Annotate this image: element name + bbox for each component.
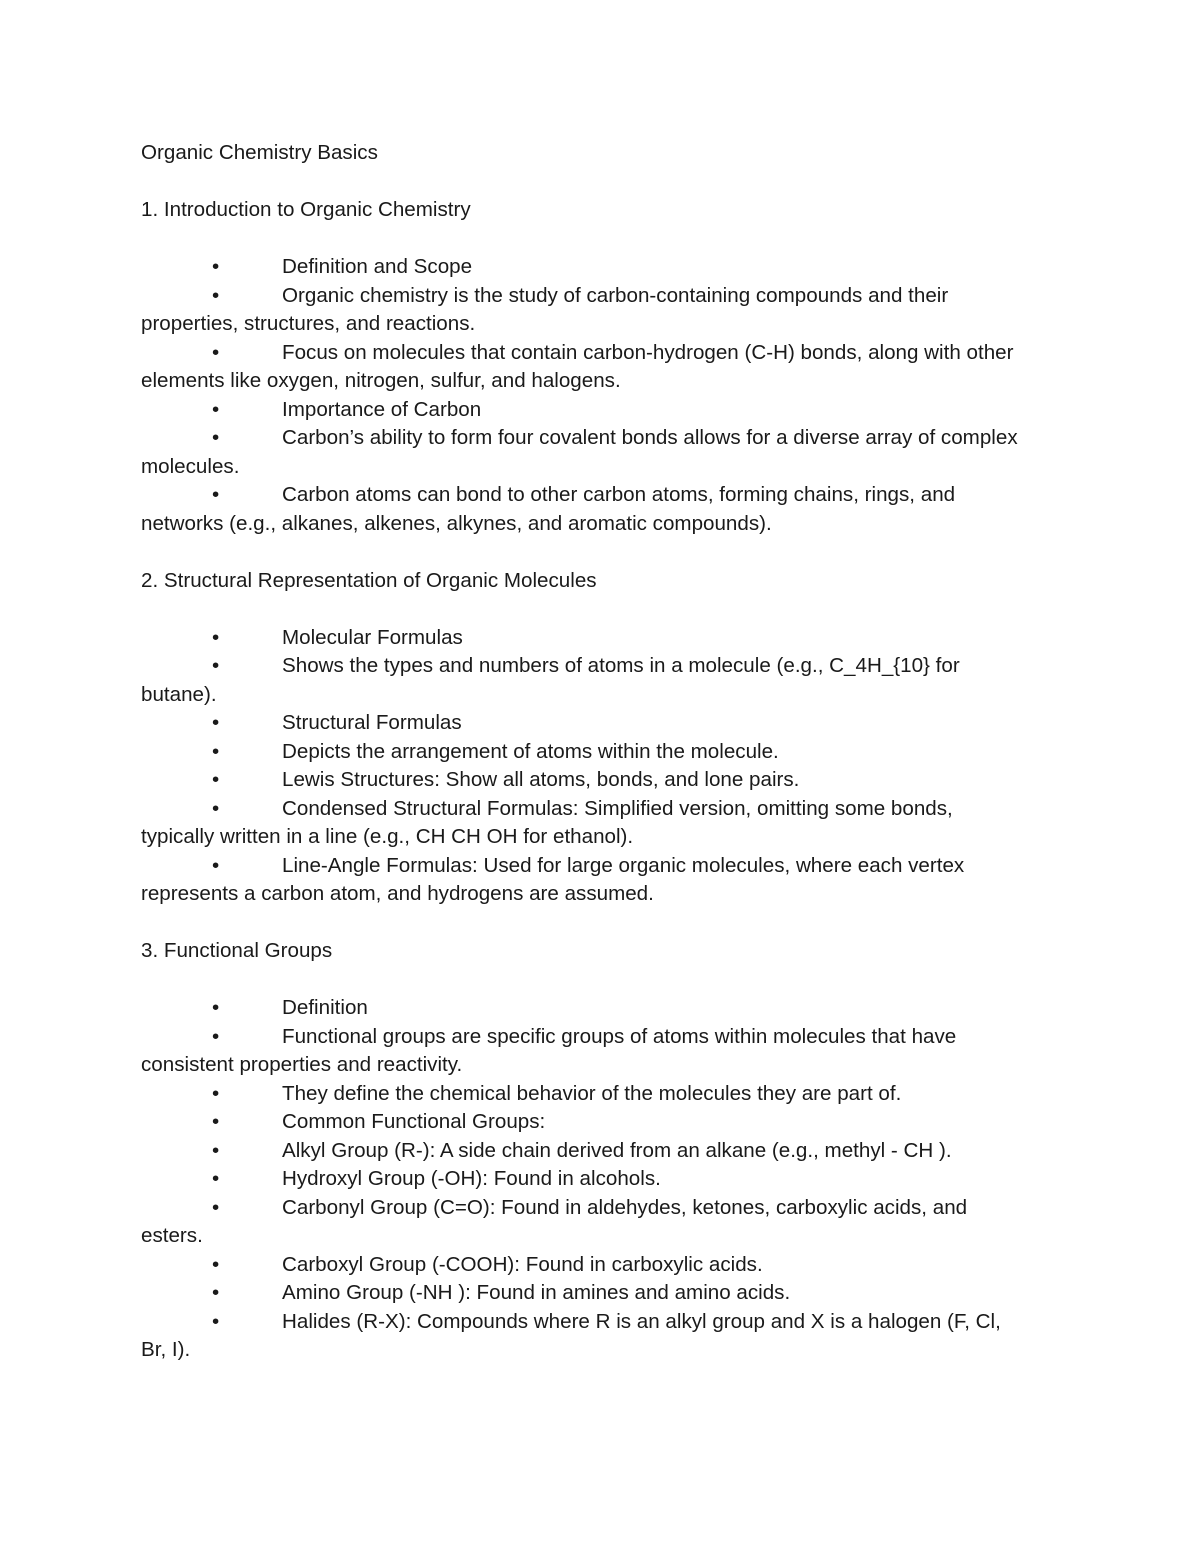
bullet-icon: • [212,1252,220,1276]
bullet-line [141,624,1071,653]
bullet-item [141,1279,1071,1308]
bullet-text: Common Functional Groups: [282,1110,546,1133]
bullet-line [141,424,1071,453]
bullet-continuation: Br, I). [141,1338,191,1361]
bullet-item [141,1194,1071,1251]
bullet-continuation: typically written in a line (e.g., CH CH OH for ethanol). [141,825,634,848]
bullet-item [141,1251,1071,1280]
bullet-line [141,481,1071,510]
bullet-text: Focus on molecules that contain carbon-hydrogen (C-H) bonds, along with other [282,340,1014,364]
bullet-item [141,652,1071,709]
bullet-line [141,1194,1071,1223]
bullet-text: Molecular Formulas [282,625,463,649]
bullet-text: Depicts the arrangement of atoms within the molecule. [282,739,779,763]
bullet-icon: • [212,996,220,1019]
bullet-text: Carbon’s ability to form four covalent bonds allows for a diverse array of complex [282,426,1018,449]
bullet-text: Condensed Structural Formulas: Simplified version, omitting some bonds, [282,796,953,820]
bullet-icon: • [212,739,220,763]
document-body [141,139,1071,1365]
bullet-icon: • [212,625,220,649]
bullet-text: Amino Group (-NH ): Found in amines and amino acids. [282,1281,791,1304]
bullet-line [141,1308,1071,1337]
bullet-text: Carbon atoms can bond to other carbon atoms, forming chains, rings, and [282,483,956,506]
bullet-text: Shows the types and numbers of atoms in a molecule (e.g., C_4H_{10} for [282,654,960,677]
bullet-item [141,852,1071,909]
section-heading: 1. Introduction to Organic Chemistry [141,198,471,221]
bullet-text: They define the chemical behavior of the molecules they are part of. [282,1081,902,1105]
bullet-line [141,994,1071,1023]
bullet-item [141,1308,1071,1365]
bullet-item [141,339,1071,396]
spacer [141,595,1071,624]
bullet-line [141,1108,1071,1137]
bullet-continuation: represents a carbon atom, and hydrogens are assumed. [141,882,654,905]
bullet-icon: • [212,340,220,364]
bullet-item [141,396,1071,425]
bullet-icon: • [212,768,220,791]
bullet-icon: • [212,1110,220,1133]
bullet-icon: • [212,1195,220,1219]
bullet-line [141,766,1071,795]
bullet-text: Definition and Scope [282,255,473,278]
bullet-line [141,1165,1071,1194]
bullet-icon: • [212,1024,220,1048]
spacer [141,225,1071,254]
bullet-continuation: butane). [141,682,217,706]
bullet-text: Hydroxyl Group (-OH): Found in alcohols. [282,1167,661,1190]
bullet-text: Functional groups are specific groups of atoms within molecules that have [282,1024,957,1048]
bullet-continuation: consistent properties and reactivity. [141,1053,463,1076]
bullet-item [141,624,1071,653]
bullet-text: Definition [282,996,368,1019]
bullet-item [141,424,1071,481]
bullet-line [141,652,1071,681]
bullet-line [141,738,1071,767]
bullet-line [141,1023,1071,1052]
bullet-continuation: properties, structures, and reactions. [141,312,476,335]
bullet-item [141,709,1071,738]
bullet-icon: • [212,255,220,278]
bullet-text: Carboxyl Group (-COOH): Found in carboxylic acids. [282,1252,763,1276]
bullet-continuation: esters. [141,1224,203,1247]
bullet-line [141,339,1071,368]
bullet-continuation: elements like oxygen, nitrogen, sulfur, and halogens. [141,369,621,392]
bullet-item [141,1165,1071,1194]
bullet-icon: • [212,796,220,820]
bullet-item [141,1080,1071,1109]
bullet-line [141,709,1071,738]
bullet-item [141,282,1071,339]
bullet-item [141,795,1071,852]
bullet-text: Organic chemistry is the study of carbon-containing compounds and their [282,283,949,307]
spacer [141,168,1071,197]
bullet-line [141,396,1071,425]
spacer [141,909,1071,938]
bullet-icon: • [212,426,220,449]
bullet-icon: • [212,1309,220,1333]
bullet-text: Lewis Structures: Show all atoms, bonds, and lone pairs. [282,768,800,791]
sections-container [141,196,1071,1365]
bullet-icon: • [212,711,220,734]
bullet-line [141,253,1071,282]
bullet-item [141,738,1071,767]
document-title: Organic Chemistry Basics [141,141,378,164]
bullet-icon: • [212,853,220,877]
bullet-text: Alkyl Group (R-): A side chain derived from an alkane (e.g., methyl - CH ). [282,1138,952,1162]
bullet-line [141,1279,1071,1308]
bullet-item [141,1023,1071,1080]
bullet-item [141,1137,1071,1166]
bullet-item [141,766,1071,795]
section-heading: 3. Functional Groups [141,939,333,962]
bullet-continuation: networks (e.g., alkanes, alkenes, alkynes, and aromatic compounds). [141,511,772,535]
bullet-line [141,795,1071,824]
bullet-continuation: molecules. [141,454,240,478]
bullet-item [141,994,1071,1023]
bullet-icon: • [212,483,220,506]
bullet-text: Halides (R-X): Compounds where R is an alkyl group and X is a halogen (F, Cl, [282,1309,1001,1333]
bullet-text: Carbonyl Group (C=O): Found in aldehydes, ketones, carboxylic acids, and [282,1195,968,1219]
bullet-icon: • [212,397,220,421]
bullet-text: Line-Angle Formulas: Used for large organic molecules, where each vertex [282,853,965,877]
section-heading: 2. Structural Representation of Organic Molecules [141,568,597,592]
bullet-line [141,1137,1071,1166]
bullet-icon: • [212,1167,220,1190]
bullet-line [141,1080,1071,1109]
bullet-icon: • [212,1138,220,1162]
bullet-item [141,253,1071,282]
bullet-line [141,852,1071,881]
bullet-icon: • [212,654,220,677]
bullet-text: Structural Formulas [282,711,462,734]
bullet-icon: • [212,283,220,307]
spacer [141,966,1071,995]
bullet-line [141,282,1071,311]
bullet-line [141,1251,1071,1280]
bullet-item [141,1108,1071,1137]
spacer [141,538,1071,567]
bullet-text: Importance of Carbon [282,397,482,421]
bullet-icon: • [212,1081,220,1105]
bullet-item [141,481,1071,538]
bullet-icon: • [212,1281,220,1304]
